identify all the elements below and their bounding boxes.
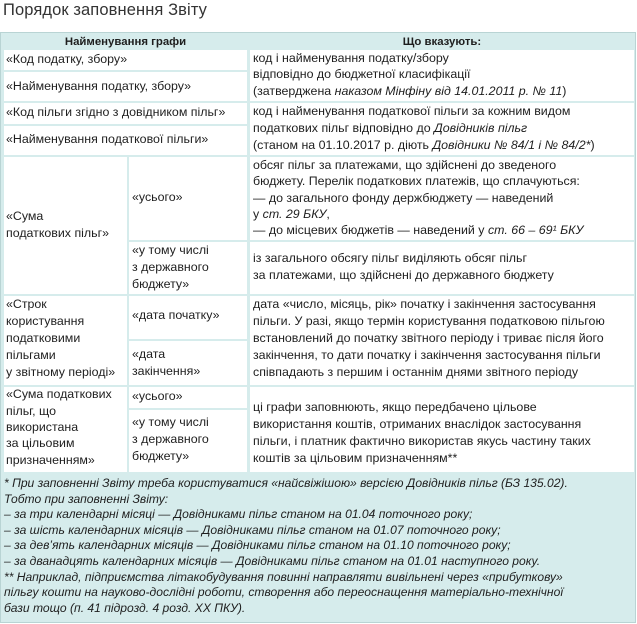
group-label-line: пільгами (6, 348, 56, 362)
sub-label: «усього» (132, 389, 183, 403)
sub-label-line: «у тому числі (132, 415, 209, 429)
sub-label-line: з державного (132, 432, 209, 446)
header-col-name: Найменування графи (64, 36, 187, 48)
desc-line (253, 120, 527, 138)
article-reference: ст. 29 БКУ (262, 207, 327, 221)
sub-start-date (129, 296, 247, 339)
sub-label-line: «дата (132, 347, 166, 361)
footnote-line: – за шість календарних місяців — Довідниками пільг станом на 01.07 поточного року; (4, 522, 501, 537)
desc-line: пільги, і платник фактично використав якусь частину таких (253, 434, 591, 448)
sub-used-total (129, 387, 247, 408)
group-label-line: «Сума (6, 209, 44, 223)
footnote-line: бази тощо (п. 41 підрозд. 4 розд. ХХ ПКУ). (4, 600, 246, 615)
desc-line (253, 83, 566, 101)
footnote-line: – за дев’ять календарних місяців — Довідниками пільг станом на 01.10 поточного року; (4, 538, 511, 553)
desc-line: дата «число, місяць, рік» початку і закінчення застосування (253, 297, 596, 311)
desc-line: код і найменування податкової пільги за кожним видом (253, 104, 571, 118)
group-label-line: призначенням» (6, 453, 95, 467)
group-label-line: за цільовим (6, 436, 75, 450)
footnote-line: – за дванадцять календарних місяців — Довідниками пільг станом на 01.01 наступного року. (4, 553, 541, 568)
row-benefit-code-name (4, 103, 247, 124)
desc-text: (затверджена (253, 84, 335, 98)
desc-line: встановлений до початку звітного періоду і триває після його (253, 331, 604, 345)
row-tax-code-label: «Код податку, збору» (6, 52, 128, 66)
desc-text: (станом на 01.10.2017 р. діють (253, 138, 433, 152)
sub-incl-state (129, 242, 247, 294)
sub-used-incl-state (129, 410, 247, 472)
directories-reference: Довідники № 84/1 і № 84/2* (432, 138, 591, 152)
desc-text: ) (562, 84, 567, 98)
desc-line (253, 222, 583, 240)
desc-text: у (253, 207, 263, 221)
footnote-line: * При заповненні Звіту треба користуватися «найсвіжішою» версією Довідників пільг (БЗ 135.02). (4, 476, 568, 490)
group-label-line: пільг, що (6, 404, 56, 418)
page-title: Порядок заповнення Звіту (3, 1, 208, 19)
sub-total (129, 157, 247, 240)
header-col-what: Що вказують: (402, 36, 482, 48)
order-reference: наказом Мінфіну від 14.01.2011 р. № 11 (334, 84, 563, 98)
desc-line: бюджету. Перелік податкових платежів, що сплачуються: (253, 174, 580, 188)
row-benefit-code-label: «Код пільги згідно з довідником пільг» (6, 105, 226, 119)
group-label-line: користування (6, 314, 85, 328)
group-label-line: «Сума податкових (6, 387, 112, 401)
sub-incl-state-desc (250, 242, 634, 294)
sub-label-line: «у тому числі (132, 243, 209, 257)
desc-line: відповідно до бюджетної класифікації (253, 67, 471, 81)
group-benefit-used-desc (250, 387, 634, 472)
footnote-line: – за три календарні місяці — Довідниками пільг станом на 01.04 поточного року; (4, 507, 473, 522)
group-benefit-term-desc (250, 296, 634, 385)
desc-text: податкових пільг відповідно до (253, 121, 435, 135)
group-benefit-term-name (4, 296, 127, 385)
desc-line: обсяг пільг за платежами, що здійснені до зведеного (253, 158, 557, 172)
group-label-line: використана (6, 420, 79, 434)
desc-text: — до місцевих бюджетів — наведений у (253, 223, 488, 237)
benefits-directory-reference: Довідників пільг (434, 121, 528, 135)
sub-label-line: з державного (132, 260, 209, 274)
footnote-line: Тобто при заповненні Звіту: (4, 491, 169, 506)
sub-label-line: бюджету» (132, 277, 190, 291)
group-label-line: у звітному періоді» (6, 365, 116, 379)
desc-line: за платежами, що здійснені до державного бюджету (253, 268, 554, 282)
row-tax-name-label: «Найменування податку, збору» (6, 79, 192, 93)
desc-line: код і найменування податку/збору (253, 51, 449, 65)
group-benefit-sum-name (4, 157, 127, 294)
desc-line: із загального обсягу пільг виділяють обсяг пільг (253, 251, 528, 265)
desc-line: співпадають з першим і останнім днями звітного періоду (253, 365, 579, 379)
desc-line: пільги. У разі, якщо термін користування податковою пільгою (253, 314, 605, 328)
desc-text: ) (590, 138, 595, 152)
desc-line: ці графи заповнюють, якщо передбачено цільове (253, 400, 537, 414)
sub-end-date (129, 341, 247, 385)
group-label-line: податкових пільг» (6, 226, 110, 240)
group-label-line: податковими (6, 331, 81, 345)
footnote-line: пільгу кошти на науково-дослідні роботи, створення або переоснащення матеріально-технічної (4, 585, 564, 600)
sub-total-desc (250, 157, 634, 240)
desc-line: — до загального фонду держбюджету — наведений (253, 191, 554, 205)
row-tax-code-name (4, 50, 247, 70)
desc-line (253, 137, 595, 155)
footnote-line: ** Наприклад, підприємства літакобудування повинні направляти вивільнені через «прибуткову» (4, 569, 563, 584)
desc-line: використання коштів, отриманих внаслідок застосування (253, 417, 582, 431)
article-reference: ст. 66 – 69¹ БКУ (487, 223, 584, 237)
sub-label-line: закінчення» (132, 364, 201, 378)
row-benefit-code-desc (250, 103, 634, 155)
desc-line: закінчення, то дати початку і закінчення застосування пільги (253, 348, 601, 362)
desc-line: коштів за цільовим призначенням** (253, 451, 458, 465)
sub-label: «усього» (132, 190, 183, 204)
row-benefit-name-name (4, 126, 247, 155)
desc-text: , (326, 207, 330, 221)
sub-label-line: бюджету» (132, 449, 190, 463)
sub-label: «дата початку» (132, 308, 220, 322)
footnotes (4, 476, 634, 616)
group-label-line: «Строк (6, 297, 47, 311)
desc-line (253, 206, 330, 224)
group-benefit-used-name (4, 387, 127, 472)
row-tax-code-desc (250, 50, 634, 101)
row-benefit-name-label: «Найменування податкової пільги» (6, 132, 209, 146)
row-tax-name-name (4, 72, 247, 101)
